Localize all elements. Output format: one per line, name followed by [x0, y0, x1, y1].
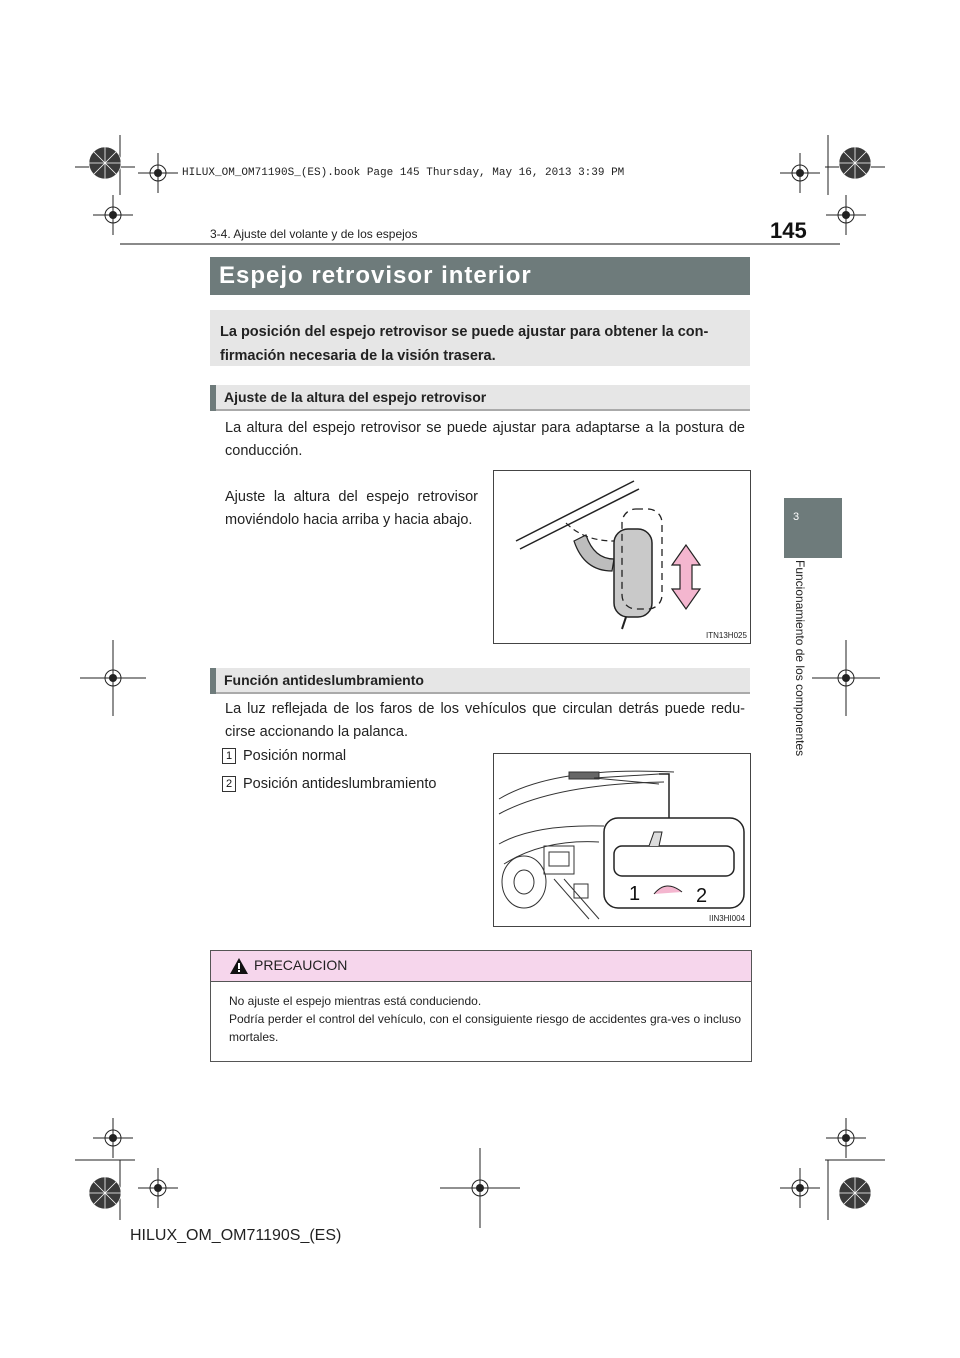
item-number-1: 1 [222, 748, 236, 764]
page-title: Espejo retrovisor interior [219, 262, 532, 289]
warning-icon [229, 957, 249, 975]
dashboard-mirror-illustration [494, 754, 750, 926]
mirror-height-illustration [494, 471, 750, 643]
chapter-tab [784, 498, 842, 558]
antiglare-figure [493, 753, 751, 927]
item-label-1: Posición normal [243, 748, 347, 764]
title-bar [210, 257, 750, 295]
caution-title: PRECAUCION [254, 957, 348, 973]
height-section-paragraph: La altura del espejo retrovisor se puede ajustar para adaptarse a la postura de conducción. [225, 420, 745, 459]
intro-text: La posición del espejo retrovisor se puede ajustar para obtener la con-firmación necesaria de la visión trasera. [220, 324, 709, 364]
item-number-2: 2 [222, 776, 236, 792]
item-label-2: Posición antideslumbramiento [243, 776, 437, 792]
height-section-heading-bar [210, 385, 750, 411]
chapter-number: 3 [793, 511, 800, 523]
footer-code: HILUX_OM_OM71190S_(ES) [130, 1227, 342, 1244]
antiglare-section-paragraph: La luz reflejada de los faros de los vehículos que circulan detrás puede redu-cirse accionando la palanca. [225, 701, 745, 740]
file-stamp: HILUX_OM_OM71190S_(ES).book Page 145 Thursday, May 16, 2013 3:39 PM [182, 167, 625, 179]
caution-box [210, 950, 752, 1062]
header-rule [120, 243, 840, 245]
figure-code-1: ITN13H025 [706, 631, 747, 640]
caution-line-2: Podría perder el control del vehículo, con el consiguiente riesgo de accidentes gra-ves o incluso mortales. [229, 1012, 741, 1044]
intro-box [210, 310, 750, 366]
page-number: 145 [770, 218, 807, 243]
height-section-instruction: Ajuste la altura del espejo retrovisor moviéndolo hacia arriba y hacia abajo. [225, 489, 478, 528]
caution-line-1: No ajuste el espejo mientras está conduciendo. [229, 994, 482, 1008]
chapter-side-label [790, 560, 812, 780]
figure-code-2: IIN3HI004 [709, 914, 746, 923]
height-section-heading: Ajuste de la altura del espejo retrovisor [224, 389, 487, 405]
antiglare-section-heading: Función antideslumbramiento [224, 672, 424, 688]
callout-1: 1 [629, 883, 641, 905]
antiglare-section-heading-bar [210, 668, 750, 694]
caution-text [229, 992, 741, 1046]
chapter-title: Funcionamiento de los componentes [793, 560, 807, 757]
mirror-height-figure [493, 470, 751, 644]
callout-2: 2 [696, 885, 708, 907]
section-header: 3-4. Ajuste del volante y de los espejos [210, 227, 418, 241]
